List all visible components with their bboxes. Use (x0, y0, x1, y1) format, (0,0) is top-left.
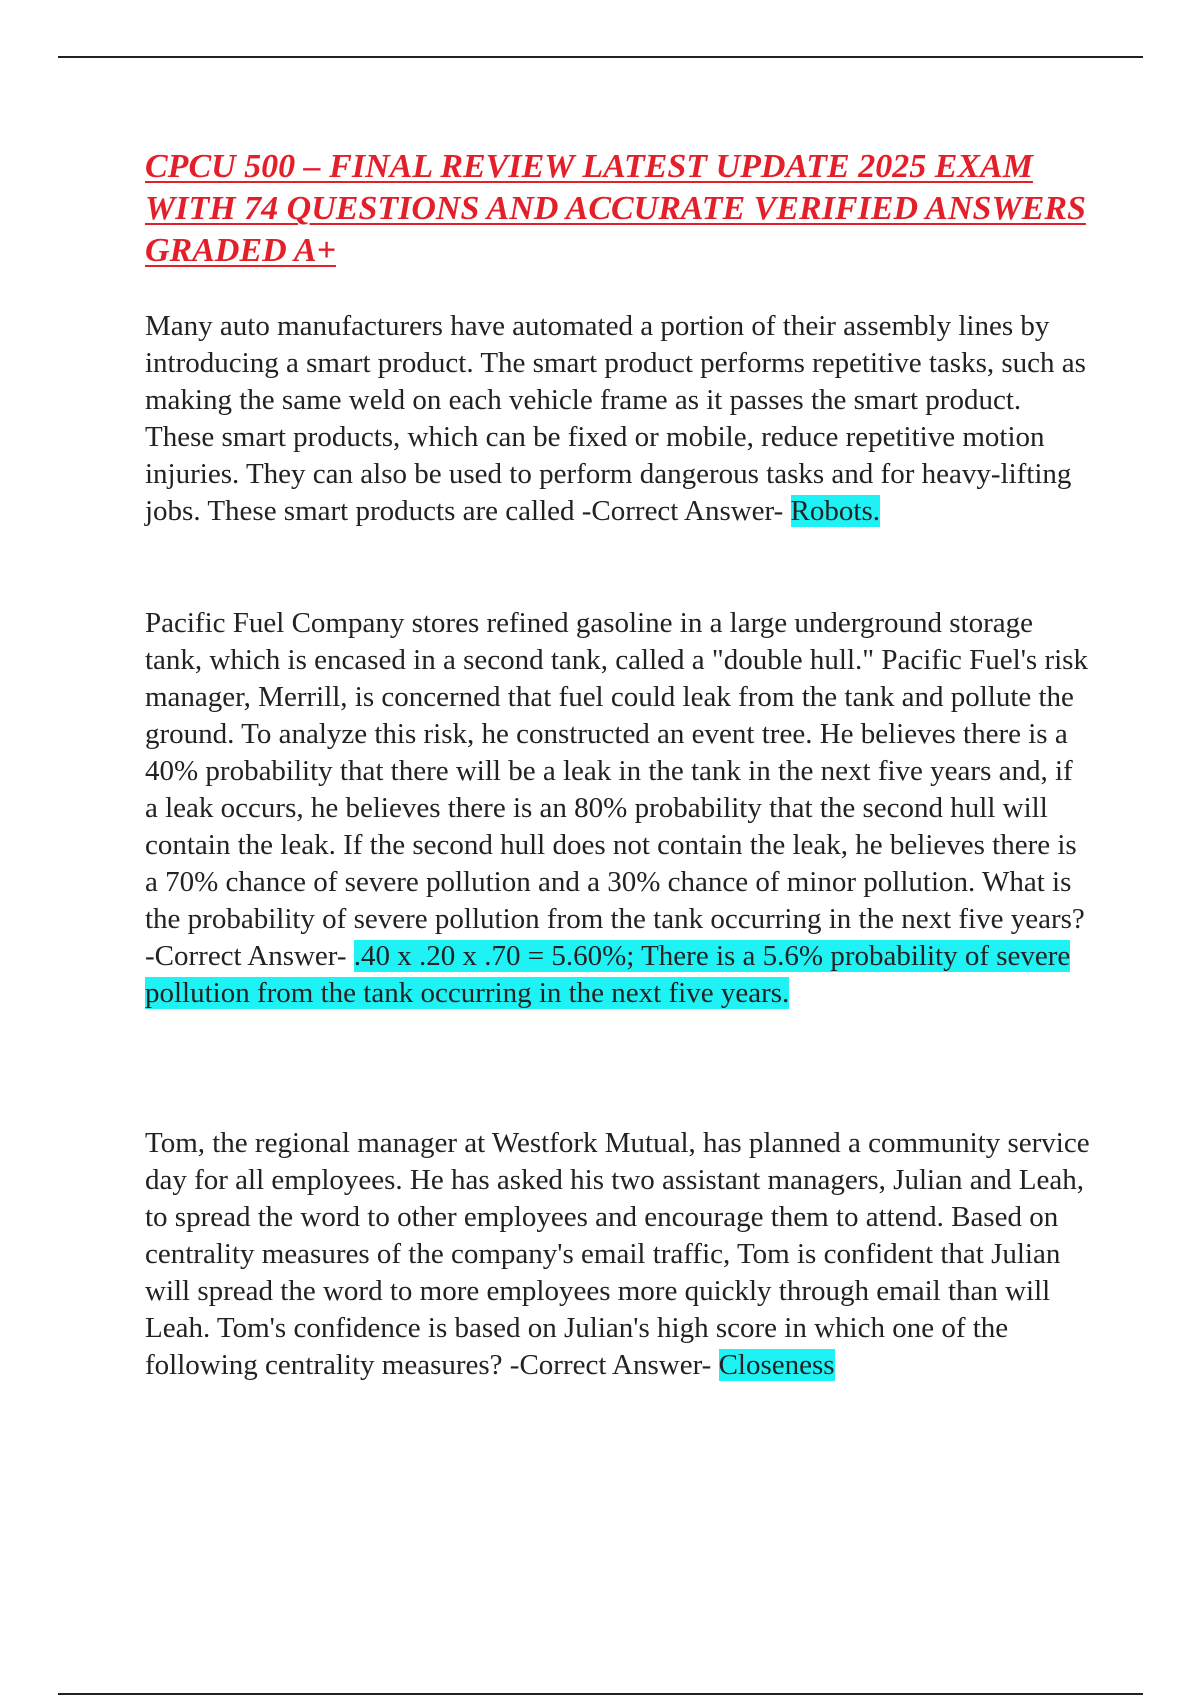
document-title: CPCU 500 – FINAL REVIEW LATEST UPDATE 2025 EXAM WITH 74 QUESTIONS AND ACCURATE VERIFIED ANSWERS GRADED A+ (145, 148, 1086, 269)
bottom-rule (58, 1693, 1143, 1695)
highlighted-answer: .40 x .20 x .70 = 5.60%; There is a 5.6% probability of severe pollution from the tank occurring in the next five years. (145, 940, 1071, 1009)
question-block-1 (145, 308, 1090, 530)
highlighted-answer: Closeness (718, 1349, 835, 1381)
highlighted-answer: Robots. (790, 495, 880, 527)
top-rule (58, 56, 1143, 58)
question-text: Tom, the regional manager at Westfork Mutual, has planned a community service day for all employees. He has asked his two assistant managers, Julian and Leah, to spread the word to other employees and encourage them to attend. Based on centrality measures of the company's email traffic, Tom is confident that Julian will spread the word to more employees more quickly through email than will Leah. Tom's confidence is based on Julian's high score in which one of the following centrality measures? (145, 1127, 1090, 1381)
answer-label: -Correct Answer- (574, 495, 791, 527)
question-text: Many auto manufacturers have automated a portion of their assembly lines by introducing a smart product. The smart product performs repetitive tasks, such as making the same weld on each vehicle frame as it passes the smart product. These smart products, which can be fixed or mobile, reduce repetitive motion injuries. They can also be used to perform dangerous tasks and for heavy-lifting jobs. These smart products are called (145, 310, 1086, 527)
question-block-3 (145, 1125, 1090, 1384)
answer-label: -Correct Answer- (145, 940, 354, 972)
question-block-2 (145, 605, 1090, 1012)
question-text: Pacific Fuel Company stores refined gasoline in a large underground storage tank, which is encased in a second tank, called a "double hull." Pacific Fuel's risk manager, Merrill, is concerned that fuel could leak from the tank and pollute the ground. To analyze this risk, he constructed an event tree. He believes there is a 40% probability that there will be a leak in the tank in the next five years and, if a leak occurs, he believes there is an 80% probability that the second hull will contain the leak. If the second hull does not contain the leak, he believes there is a 70% chance of severe pollution and a 30% chance of minor pollution. What is the probability of severe pollution from the tank occurring in the next five years? (145, 607, 1088, 935)
answer-label: -Correct Answer- (502, 1349, 719, 1381)
